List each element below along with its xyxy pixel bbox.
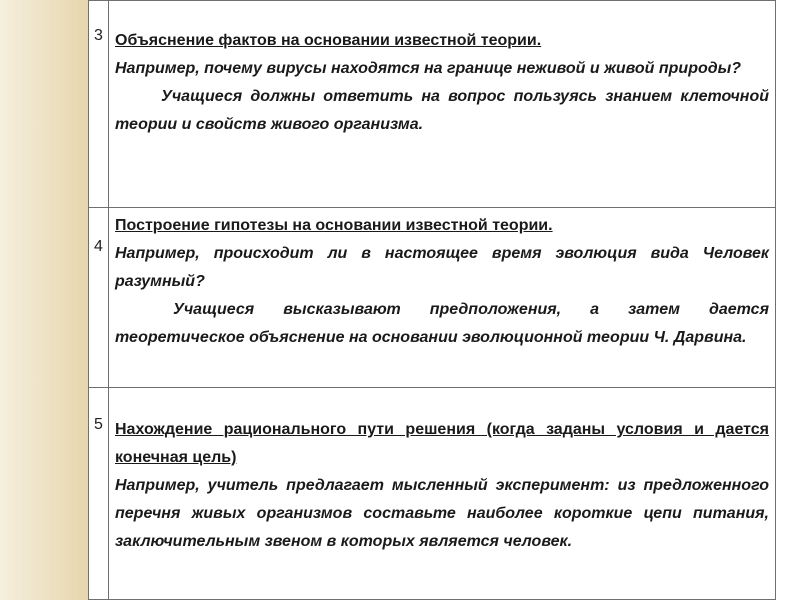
row-number: 4	[89, 208, 109, 388]
row-note: Учащиеся должны ответить на вопрос пользуясь знанием клеточной теории и свойств живого организма.	[115, 88, 769, 133]
row-note: Учащиеся высказывают предположения, а затем дается теоретическое объяснение на основании эволюционной теории Ч. Дарвина.	[115, 301, 769, 346]
row-example: Например, учитель предлагает мысленный эксперимент: из предложенного перечня живых организмов составьте наиболее короткие цепи питания, заключительным звеном в которых является человек.	[115, 477, 769, 550]
row-example: Например, почему вирусы находятся на границе неживой и живой природы?	[115, 60, 742, 77]
table-row	[89, 388, 776, 600]
row-content	[109, 1, 775, 139]
row-example: Например, происходит ли в настоящее время эволюция вида Человек разумный?	[115, 245, 769, 290]
table-row	[89, 208, 776, 388]
row-content-cell	[109, 208, 776, 388]
row-heading: Нахождение рационального пути решения (когда заданы условия и дается конечная цель)	[115, 421, 769, 466]
row-heading: Построение гипотезы на основании известной теории.	[115, 217, 553, 234]
decorative-left-band	[0, 0, 88, 600]
methods-table	[88, 0, 776, 600]
row-content-cell	[109, 1, 776, 208]
row-content-cell	[109, 388, 776, 600]
row-content	[109, 388, 775, 556]
row-number: 5	[89, 388, 109, 600]
row-heading: Объяснение фактов на основании известной теории.	[115, 32, 542, 49]
row-content	[109, 208, 775, 352]
table-row	[89, 1, 776, 208]
row-number: 3	[89, 1, 109, 208]
